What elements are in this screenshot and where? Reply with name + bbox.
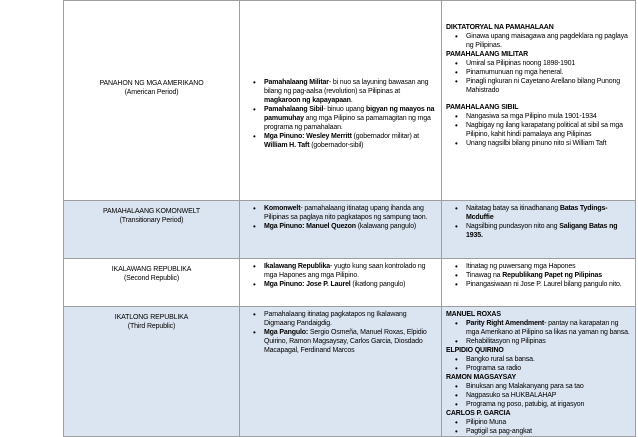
- list-item: [264, 105, 437, 132]
- block-title: ELPIDIO QUIRINO: [446, 347, 504, 354]
- block-title: MANUEL ROXAS: [446, 311, 501, 318]
- item-text: Nagsilbing pundasyon nito ang: [466, 223, 560, 230]
- block-title: RAMON MAGSAYSAY: [446, 374, 516, 381]
- list-item: [264, 132, 437, 150]
- bold-term: Komonwelt: [264, 205, 301, 212]
- detail-list: [446, 32, 631, 50]
- block-title: PAMAHALAANG MILITAR: [446, 51, 529, 58]
- item-text: - bi nuo sa layuning bawasan ang bilang ng pag-aalsa (revolution) sa Pilipinas at: [264, 79, 429, 95]
- list-item: • Pinamumunuan ng mga heneral.: [466, 68, 631, 77]
- item-text: - binuo upang: [323, 106, 366, 113]
- item-text: (gobernador-sibil): [309, 142, 364, 149]
- list-item: [466, 364, 631, 373]
- block-title: CARLOS P. GARCIA: [446, 410, 511, 417]
- bold-term: Parity Right Amendment: [466, 320, 545, 327]
- item-text: Naitatag batay sa itinadhanang: [466, 205, 560, 212]
- item-text: Pamahalaang itinatag pagkatapos ng Ikalawang Digmaang Pandaigdig.: [264, 311, 407, 327]
- list-item: [466, 418, 631, 427]
- detail-list: [446, 59, 631, 95]
- list-item: [264, 204, 437, 222]
- spacer: [446, 95, 631, 103]
- description-cell: [240, 307, 442, 437]
- description-cell: [240, 1, 442, 201]
- list-item: [466, 391, 631, 400]
- item-text: (ikatlong pangulo): [350, 281, 406, 288]
- list-item: [466, 427, 631, 436]
- item-text: (kalawang pangulo): [355, 223, 417, 230]
- table-row: [64, 1, 636, 201]
- item-text: Nagpasuko sa HUKBALAHAP: [466, 392, 557, 399]
- list-item: • Umiral sa Pilipinas noong 1898-1901: [466, 59, 631, 68]
- item-text: (gobernador militar) at: [351, 133, 419, 140]
- era-cell: [64, 259, 240, 307]
- item-text: Programa ng poso, patubig, at irigasyon: [466, 401, 585, 408]
- details-cell: [442, 307, 636, 437]
- era-english: (Second Republic): [123, 275, 180, 282]
- era-name: IKATLONG REPUBLIKA: [114, 314, 189, 321]
- era-name: PAMAHALAANG KOMONWELT: [103, 208, 200, 215]
- item-text: Itinatag ng puwersang mga Hapones: [466, 263, 576, 270]
- bold-term: Mga Pinuno: Jose P. Laurel: [264, 281, 351, 288]
- era-name: PANAHON NG MGA AMERIKANO: [99, 80, 204, 87]
- list-item: [264, 280, 437, 289]
- bold-term: Mga Pangulo:: [264, 329, 309, 336]
- details-cell: [442, 201, 636, 259]
- list-item: [466, 382, 631, 391]
- description-cell: [240, 259, 442, 307]
- era-cell: [64, 1, 240, 201]
- era-name: IKALAWANG REPUBLIKA: [111, 266, 192, 273]
- era-english: (American Period): [124, 89, 179, 96]
- history-table-document: [63, 0, 635, 435]
- list-item: • Ginawa upang maisagawa ang pagdeklara ng paglaya ng Pilipinas.: [466, 32, 631, 50]
- era-cell: [64, 201, 240, 259]
- list-item: [466, 337, 631, 346]
- item-text: Bangko rural sa bansa.: [466, 356, 535, 363]
- description-cell: [240, 201, 442, 259]
- details-cell: [442, 1, 636, 201]
- era-english: (Third Republic): [127, 323, 176, 330]
- list-item: [466, 400, 631, 409]
- detail-list: [446, 319, 631, 346]
- list-item: • Nagbigay ng ilang karapatang political at sibil sa mga Pilipino, kahit hindi pamalaya ang Pilipinas: [466, 121, 631, 139]
- list-item: • Unang nagsilbi bilang pinuno nito si William Taft: [466, 139, 631, 148]
- detail-list: [446, 112, 631, 148]
- description-list: [244, 262, 437, 289]
- bold-term: William H. Taft: [264, 142, 310, 149]
- item-text: - pamahalaang itinatag upang ihanda ang Pilipinas sa paglaya nito pagkatapos ng sampung taon.: [264, 205, 428, 221]
- description-list: [244, 78, 437, 150]
- bold-term: Pamahalaang Militar: [264, 79, 329, 86]
- list-item: • Pinagli ngkuran ni Cayetano Arellano bilang Punong Mahistrado: [466, 77, 631, 95]
- item-text: Pagtigil sa pag-angkat: [466, 428, 532, 435]
- list-item: [466, 222, 631, 240]
- list-item: [466, 271, 631, 280]
- list-item: [466, 262, 631, 271]
- bold-term: magkaroon ng kapayapaan: [264, 97, 351, 104]
- list-item: [466, 204, 631, 222]
- list-item: [264, 328, 437, 355]
- bold-term: Batas Tydings-Mcduffie: [466, 205, 608, 221]
- detail-list: [446, 418, 631, 436]
- item-text: Rehabilitasyon ng Pilipinas: [466, 338, 546, 345]
- bold-term: Pamahalaang Sibil: [264, 106, 324, 113]
- detail-list: [446, 204, 631, 240]
- governments-table: [63, 0, 636, 437]
- detail-list: [446, 355, 631, 373]
- bold-term: Ikalawang Republika: [264, 263, 331, 270]
- list-item: [466, 355, 631, 364]
- table-row: [64, 201, 636, 259]
- item-text: ang mga Pilipino sa pamamagitan ng mga programa ng pamahalaan.: [264, 115, 431, 131]
- list-item: [264, 222, 437, 231]
- item-text: Pilipino Muna: [466, 419, 507, 426]
- list-item: [264, 310, 437, 328]
- bold-term: Republikang Papet ng Pilipinas: [502, 272, 602, 279]
- item-text: - yugto kung saan kontrolado ng mga Hapones ang mga Pilipino.: [264, 263, 426, 279]
- bold-term: Mga Pinuno: Wesley Merritt: [264, 133, 352, 140]
- list-item: [466, 319, 631, 337]
- description-list: [244, 310, 437, 355]
- item-text: Pinangasiwaan ni Jose P. Laurel bilang pangulo nito.: [466, 281, 622, 288]
- details-cell: [442, 259, 636, 307]
- list-item: [264, 262, 437, 280]
- bold-term: Mga Pinuno: Manuel Quezon: [264, 223, 356, 230]
- era-english: (Transitionary Period): [119, 217, 184, 224]
- block-title: DIKTATORYAL NA PAMAHALAAN: [446, 24, 554, 31]
- item-text: Sergio Osmeña, Manuel Roxas, Elpidio Quirino, Ramon Magsaysay, Carlos Garcia, Diosdado Macapagal, Ferdinand Marcos: [264, 329, 427, 354]
- bold-term: Saligang Batas ng 1935.: [466, 223, 618, 239]
- detail-list: [446, 262, 631, 289]
- list-item: • Nangasiwa sa mga Pilipino mula 1901-1934: [466, 112, 631, 121]
- item-text: - pantay na karapatan ng mga Amerikano at Pilipino sa likas na yaman ng bansa.: [466, 320, 630, 336]
- table-row: [64, 259, 636, 307]
- description-list: [244, 204, 437, 231]
- table-row: [64, 307, 636, 437]
- item-text: Programa sa radio: [466, 365, 522, 372]
- item-text: Tinawag na: [466, 272, 503, 279]
- bold-term: bigyan ng maayos na pamumuhay: [264, 106, 435, 122]
- era-cell: [64, 307, 240, 437]
- list-item: [466, 280, 631, 289]
- detail-list: [446, 382, 631, 409]
- item-text: Binuksan ang Malakanyang para sa tao: [466, 383, 584, 390]
- block-title: PAMAHALAANG SIBIL: [446, 104, 519, 111]
- list-item: • Pamahalaang Militar- bi nuo sa layuning bawasan ang bilang ng pag-aalsa (revolution) sa Pilipinas at magkaroon ng kapayapaan.: [264, 78, 437, 105]
